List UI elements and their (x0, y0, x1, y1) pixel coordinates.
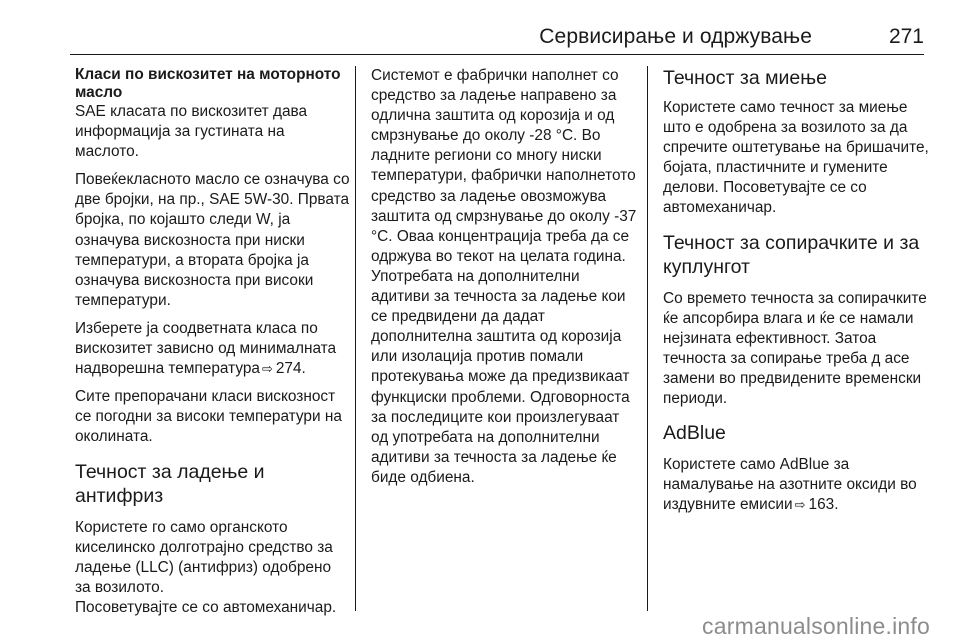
paragraph-brake-fluid: Со времето течноста за сопирачките ќе апсорбира влага и ќе се намали нејзината ефективност. Затоа течноста за сопирање треба д асе замени во предвидените временски периоди. (663, 289, 927, 408)
column-3 (663, 66, 933, 515)
heading-adblue: AdBlue (663, 422, 726, 445)
heading-coolant: Течност за ладење и антифриз (75, 460, 265, 507)
column-divider-2 (647, 66, 648, 611)
paragraph-adblue (663, 455, 933, 515)
paragraph-sae-class: SAE класата по вискозитет дава информација за густината на маслото. (75, 103, 308, 161)
page-header (0, 0, 960, 54)
page-reference-link[interactable]: ⇨ 274. (260, 360, 306, 377)
column-2 (371, 66, 637, 488)
paragraph-choose-class-text: Изберете ја соодветната класа по вискозитет зависно од минималната надворешна температура (75, 319, 337, 378)
paragraph-additives: Употребата на дополнителни адитиви за течноста за ладење кои се предвидени да дадат дополнителна заштита од корозија или изолација против помали протекувања може да предизвикаат функциски проблеми. Одговорноста за последиците кои произлегуваат од употребата на дополнителни адитиви за течноста за ладење ќе биде одбиена. (371, 267, 630, 486)
page-reference-link[interactable]: ⇨ 163. (793, 496, 839, 513)
heading-oil-viscosity: Класи по вискозитет на моторното масло (75, 66, 341, 101)
heading-washer-fluid: Течност за миење (663, 67, 827, 89)
watermark: carmanualsonline.info (702, 613, 930, 639)
column-divider-1 (355, 66, 356, 611)
paragraph-washer-fluid: Користете само течност за миење што е одобрена за возилото за да спречите оштетување на бришачите, бојата, пластичните и гумените делови. Посоветувајте се со автомеханичар. (663, 99, 929, 217)
page-number: 271 (888, 25, 924, 48)
paragraph-choose-class (75, 319, 350, 379)
paragraph-consult: Посоветувајте се со автомеханичар. (75, 598, 337, 616)
column-1 (75, 66, 350, 618)
paragraph-multigrade: Повеќекласното масло се означува со две бројки, на пр., SAE 5W-30. Првата бројка, по којашто следи W, ја означува вискозноста при ниски температури, а втората бројка ја означува вискозноста при високи температури. (75, 171, 350, 309)
header-divider (70, 54, 924, 55)
page-title: Сервисирање и одржување (539, 25, 812, 48)
paragraph-recommended-classes: Сите препорачани класи вискозност се погодни за високи температури на околината. (75, 388, 342, 446)
paragraph-adblue-text: Користете само AdBlue за намалување на азотните оксиди во издувните емисии (663, 456, 917, 514)
paragraph-factory-coolant: Системот е фабрички наполнет со средство за ладење направено за одлична заштита од корозија и од смрзнување до околу -28 °C. Во ладните региони со многу ниски температури, фабрички наполнетото средство за ладење овозможува заштита од смрзнување до околу -37 °C. Оваа концентрација треба да се одржува во текот на целата година. (371, 67, 637, 265)
paragraph-llc: Користете го само органското киселинско долготрајно средство за ладење (LLC) (антифриз) одобрено за возилото. (75, 518, 333, 596)
heading-brake-fluid: Течност за сопирачките и за куплунгот (663, 231, 920, 278)
